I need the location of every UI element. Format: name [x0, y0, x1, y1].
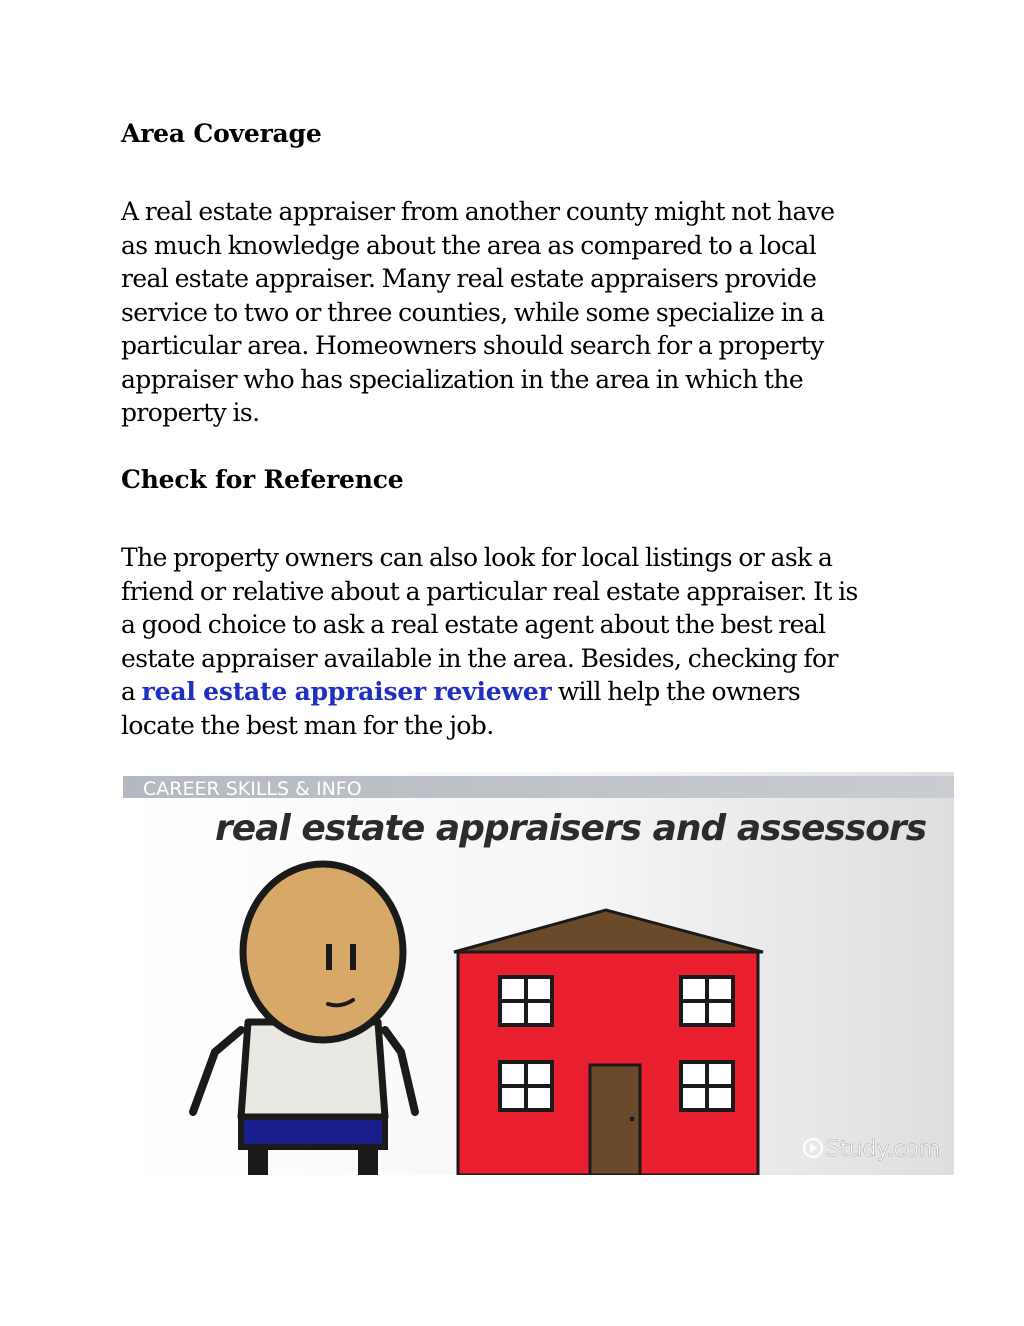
- text-line: estate appraiser available in the area. Besides, checking for: [121, 643, 838, 673]
- door-knob: [630, 1117, 635, 1122]
- text-line-with-link: [121, 675, 858, 709]
- house-illustration: [454, 910, 763, 1175]
- window-bottom-left: [500, 1062, 552, 1110]
- text-line: real estate appraiser. Many real estate appraisers provide: [121, 264, 817, 293]
- window-top-left: [500, 977, 552, 1025]
- text-line: particular area. Homeowners should search for a property: [121, 331, 824, 360]
- text-line: friend or relative about a particular real estate appraiser. It is: [121, 576, 858, 606]
- watermark-text: Study.com: [826, 1137, 941, 1162]
- banner-text: CAREER SKILLS & INFO: [143, 778, 362, 800]
- illustration-title: real estate appraisers and assessors: [215, 808, 927, 849]
- person-pants: [241, 1117, 385, 1147]
- text-line: a good choice to ask a real estate agent about the best real: [121, 610, 826, 639]
- appraiser-reviewer-link[interactable]: real estate appraiser reviewer: [141, 677, 552, 706]
- person-right-eye: [350, 944, 356, 970]
- text-line: as much knowledge about the area as compared to a local: [121, 230, 817, 260]
- paragraph-check-for-reference: [121, 541, 858, 742]
- text-line: property is.: [121, 398, 260, 427]
- text-line: appraiser who has specialization in the area in which the: [121, 364, 804, 394]
- window-top-right: [681, 977, 733, 1025]
- window-bottom-right: [681, 1062, 733, 1110]
- text-line: A real estate appraiser from another county might not have: [121, 197, 835, 226]
- heading-check-for-reference: Check for Reference: [121, 465, 404, 494]
- person-head: [243, 864, 403, 1040]
- text-line: service to two or three counties, while some specialize in a: [121, 297, 825, 327]
- career-skills-illustration: [123, 772, 954, 1175]
- paragraph-area-coverage: [121, 195, 835, 430]
- text-line: locate the best man for the job.: [121, 710, 494, 740]
- text-line: The property owners can also look for local listings or ask a: [121, 543, 833, 572]
- heading-area-coverage: Area Coverage: [121, 119, 322, 148]
- person-left-leg: [248, 1147, 268, 1175]
- link-prefix: a: [121, 677, 142, 706]
- person-left-eye: [326, 944, 332, 970]
- link-suffix: will help the owners: [551, 677, 801, 706]
- person-right-leg: [358, 1147, 378, 1175]
